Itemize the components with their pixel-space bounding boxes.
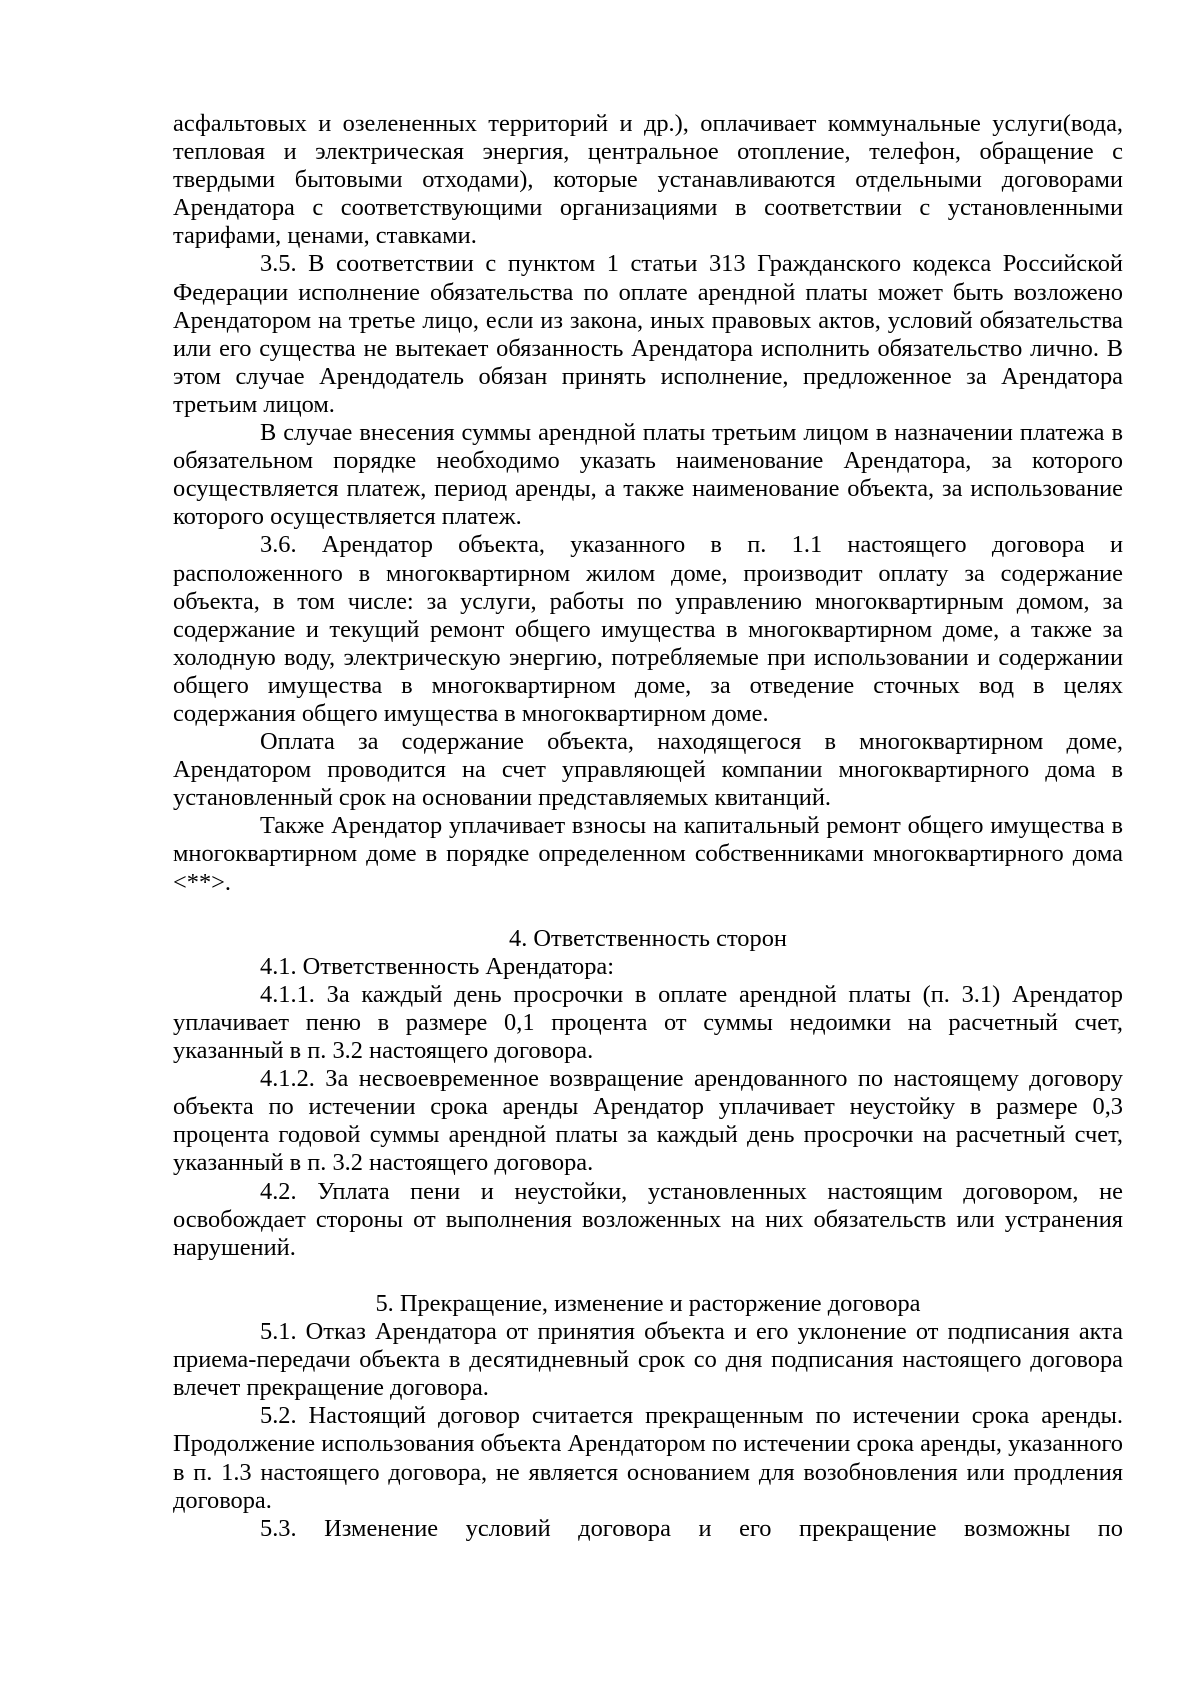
paragraph-4-2: 4.2. Уплата пени и неустойки, установленных настоящим договором, не освобождает стороны от выполнения возложенных на них обязательств или устранения нарушений. [173,1177,1123,1261]
paragraph-utilities: асфальтовых и озелененных территорий и др.), оплачивает коммунальные услуги(вода, тепловая и электрическая энергия, центральное отопление, телефон, обращение с твердыми бытовыми отходами), которые устанавливаются отдельными договорами Арендатора с соответствующими организациями в соответствии с установленными тарифами, ценами, ставками. [173,110,1123,250]
paragraph-maintenance-payment: Оплата за содержание объекта, находящегося в многоквартирном доме, Арендатором проводится на счет управляющей компании многоквартирного дома в установленный срок на основании представляемых квитанций. [173,728,1123,812]
paragraph-5-2: 5.2. Настоящий договор считается прекращенным по истечении срока аренды. Продолжение использования объекта Арендатором по истечении срока аренды, указанного в п. 1.3 настоящего договора, не является основанием для возобновления или продления договора. [173,1402,1123,1514]
paragraph-third-party-payment: В случае внесения суммы арендной платы третьим лицом в назначении платежа в обязательном порядке необходимо указать наименование Арендатора, за которого осуществляется платеж, период аренды, а также наименование объекта, за использование которого осуществляется платеж. [173,419,1123,531]
paragraph-3-5: 3.5. В соответствии с пунктом 1 статьи 313 Гражданского кодекса Российской Федерации исполнение обязательства по оплате арендной платы может быть возложено Арендатором на третье лицо, если из закона, иных правовых актов, условий обязательства или его существа не вытекает обязанность Арендатора исполнить обязательство лично. В этом случае Арендодатель обязан принять исполнение, предложенное за Арендатора третьим лицом. [173,250,1123,418]
blank-line [173,897,1123,925]
paragraph-4-1-1: 4.1.1. За каждый день просрочки в оплате арендной платы (п. 3.1) Арендатор уплачивает пеню в размере 0,1 процента от суммы недоимки на расчетный счет, указанный в п. 3.2 настоящего договора. [173,980,1123,1065]
paragraph-3-6: 3.6. Арендатор объекта, указанного в п. 1.1 настоящего договора и расположенного в многоквартирном жилом доме, производит оплату за содержание объекта, в том числе: за услуги, работы по управлению многоквартирным домом, за содержание и текущий ремонт общего имущества в многоквартирном доме, а также за холодную воду, электрическую энергию, потребляемые при использовании и содержании общего имущества в многоквартирном доме, за отведение сточных вод в целях содержания общего имущества в многоквартирном доме. [173,531,1123,727]
paragraph-5-3: 5.3. Изменение условий договора и его прекращение возможны по [260,1514,1123,1542]
blank-line [173,1262,1123,1290]
paragraph-4-1: 4.1. Ответственность Арендатора: [260,952,615,980]
paragraph-capital-repair: Также Арендатор уплачивает взносы на капитальный ремонт общего имущества в многоквартирном доме в порядке определенном собственниками многоквартирного дома <**>. [173,812,1123,896]
section-heading-4: 4. Ответственность сторон [509,924,787,952]
paragraph-5-1: 5.1. Отказ Арендатора от принятия объекта и его уклонение от подписания акта приема-передачи объекта в десятидневный срок со дня подписания настоящего договора влечет прекращение договора. [173,1318,1123,1402]
document-page [173,110,1123,1543]
section-heading-5: 5. Прекращение, изменение и расторжение договора [375,1289,921,1317]
paragraph-4-1-2: 4.1.2. За несвоевременное возвращение арендованного по настоящему договору объекта по истечении срока аренды Арендатор уплачивает неустойку в размере 0,3 процента годовой суммы арендной платы за каждый день просрочки на расчетный счет, указанный в п. 3.2 настоящего договора. [173,1065,1123,1177]
